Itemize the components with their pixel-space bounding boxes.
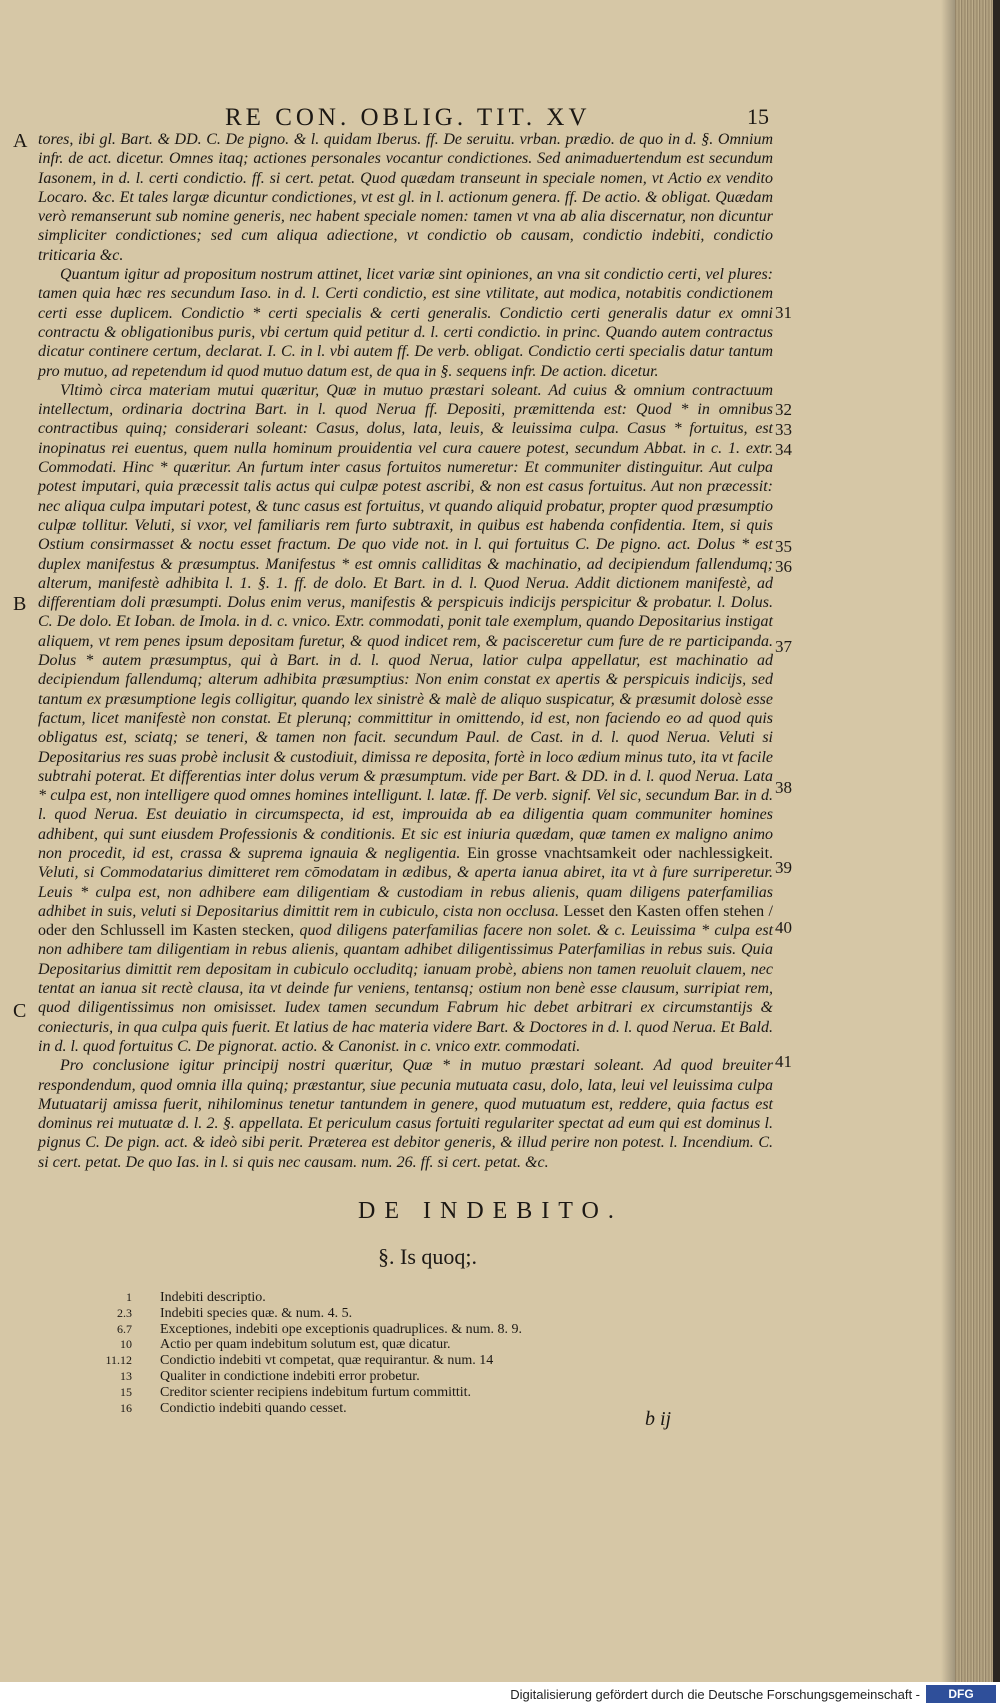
index-number: 1 <box>126 1290 132 1304</box>
german-gloss: Ein grosse vnachtsamkeit oder nachlessigkeit. <box>467 844 774 862</box>
dfg-logo: DFG <box>926 1685 996 1703</box>
index-number: 2.3 <box>117 1305 132 1320</box>
margin-number: 41 <box>775 1052 792 1071</box>
page-edge-stack <box>955 0 993 1682</box>
margin-letter-a: A <box>13 130 28 152</box>
margin-number: 33 <box>775 420 792 439</box>
index-text: Indebiti species quæ. & num. 4. 5. <box>160 1305 353 1321</box>
body-text <box>38 130 773 1172</box>
margin-letter-c: C <box>13 1000 27 1022</box>
footer-bar <box>0 1682 1000 1708</box>
index-number: 15 <box>120 1384 132 1399</box>
paragraph: Quantum igitur ad propositum nostrum attinet, licet variæ sint opiniones, an vna sit condictio certi, vel plures: tamen quia hæc res secundum Iaso. in d. l. Certi condictio, est sine vtilitate, aut modica, notabitis condictionem certi esse duplicem. Condictio * certi specialis & certi generalis. Condictio certi generalis datur ex omni contractu & obligationibus puris, vbi certum quid petitur d. l. certi condictio. in princ. Quando autem contractus dicatur continere certum, declarat. I. C. in l. vbi autem ff. De verb. obligat. Condictio certi specialis datur tantum pro mutuo, ad repetendum id quod mutuo datum est, de qua in §. sequens infr. De action. dicetur. <box>38 266 773 380</box>
index-text: Actio per quam indebitum solutum est, quæ dicatur. <box>160 1337 451 1353</box>
page-number: 15 <box>747 104 769 129</box>
paragraph <box>38 381 773 1056</box>
german-gloss: Lesset den Kasten offen stehen / oder den Schlussell im Kasten stecken, <box>38 902 773 940</box>
index-row <box>90 1385 690 1401</box>
index-row <box>90 1401 690 1417</box>
index-text: Qualiter in condictione indebiti error probetur. <box>160 1368 420 1384</box>
margin-letter-b: B <box>13 593 27 615</box>
index-row <box>90 1337 690 1353</box>
footer-credit: Digitalisierung gefördert durch die Deutsche Forschungsgemeinschaft - <box>510 1687 920 1702</box>
margin-number: 36 <box>775 557 792 576</box>
section-title: DE INDEBITO. <box>358 1198 623 1224</box>
index-row <box>90 1369 690 1385</box>
section-paragraph-heading: §. Is quoq;. <box>378 1244 477 1269</box>
index-row <box>90 1322 690 1338</box>
index-row <box>90 1290 690 1306</box>
index-number: 6.7 <box>117 1321 132 1336</box>
index-text: Exceptiones, indebiti ope exceptionis quadruplices. & num. 8. 9. <box>160 1321 522 1337</box>
margin-number: 34 <box>775 440 792 459</box>
index-row <box>90 1353 690 1369</box>
running-header: RE CON. OBLIG. TIT. XV <box>225 104 591 131</box>
spine-shadow <box>941 0 955 1682</box>
margin-number: 39 <box>775 858 792 877</box>
signature-mark: b ij <box>645 1408 672 1430</box>
paragraph-text: Vltimò circa materiam mutui quæritur, Quæ in mutuo præstari soleant. Ad cuius & omnium contractuum intellectum, ordinaria doctrina Bart. in l. quod Nerua ff. Depositi, præmittenda est: Quod * in omnibus contractibus quinq; considerari soleant: Casus, dolus, lata, leuis, & leuissima culpa. Casus * fortuitus, est inopinatus rei euentus, quem nulla hominum prouidentia vel cura cauere potest, secundum Abbat. in c. 1. extr. Commodati. Hinc * quæritur. An furtum inter casus fortuitos numeretur: Et communiter distinguitur. Aut culpa potest imputari, quia præcessit talis actus qui culpæ potest ascribi, & non est casus fortuitus. Aut non præcessit: nec aliqua culpa imputari potest, & tunc casus est fortuitus, vt quando aliquid probatur, propter quod præsumptio culpæ tollitur. Veluti, si vxor, vel familiaris rem furto subtraxit, in quibus est habenda confidentia. Item, si quis Ostium consirmasset & noctu esset fractum. De quo vide not. in l. qui fortuitus C. De pigno. act. Dolus * est duplex manifestus & præsumptus. Manifestus * est omnis calliditas & machinatio, ad decipiendum fallendumq; alterum, manifestè adhibita l. 1. §. 1. ff. de dolo. Et Bart. in d. l. Quod Nerua. Addit dictionem manifestè, ad differentiam doli præsumpti. Dolus enim verus, manifestis & perspicuis indicijs perspicitur & probatur. l. Dolus. C. De dolo. Et Ioban. de Imola. in d. c. vnico. Extr. commodati, ponit tale exemplum, quando Depositarius instigat aliquem, vt rem penes ipsum depositam furetur, & quod indicet rem, & pacisceretur cum fure de re participanda. Dolus * autem præsumptus, qui à Bart. in d. l. quod Nerua, latior culpa appellatur, est machinatio ad decipiendum fallendumq; alterum adhibita præsumptius: Non enim constat ex apertis & perspicuis indicijs, sed tantum ex præsumptione legis colligitur, quando lex sinistrè & malè de aliquo suspicatur, & præsumit dolosè esse factum, licet manifestè non constat. Et plerunq; committitur in omittendo, id est, non faciendo eo ad quod quis obligatus est, sciatq; se teneri, & tamen non facit. secundum Paul. de Cast. in d. l. quod Nerua. Veluti si Depositarius res suas probè inclusit & custodiuit, dimissa re deposita, fortè in loco ædium minus tuto, ita vt facile subtrahi poterat. Et differentias inter dolus verum & præsumptum. vide per Bart. & DD. in d. l. quod Nerua. Lata * culpa est, non intelligere quod omnes homines intelligunt. l. latæ. ff. De verb. signif. Vel sic, secundum Bar. in d. l. quod Nerua. Est deuiatio in circumspecta, id est, improuida ab ea diligentia quam communiter homines adhibent, qui sunt eiusdem Professionis & conditionis. Et sic est iniuria quædam, quæ tamen ex maligno animo non procedit, id est, crassa & suprema ignauia & negligentia. <box>38 381 773 862</box>
summary-index <box>90 1290 690 1416</box>
index-text: Indebiti descriptio. <box>160 1290 266 1305</box>
margin-number: 35 <box>775 537 792 556</box>
margin-number: 40 <box>775 918 792 937</box>
index-number: 10 <box>120 1337 132 1352</box>
index-text: Creditor scienter recipiens indebitum furtum committit. <box>160 1384 472 1400</box>
index-row <box>90 1306 690 1322</box>
index-text: Condictio indebiti vt competat, quæ requirantur. & num. 14 <box>160 1353 494 1369</box>
paragraph: tores, ibi gl. Bart. & DD. C. De pigno. & l. quidam Iberus. ff. De seruitu. vrban. prædio. de quo in d. §. Omnium infr. de act. dicetur. Omnes itaq; actiones personales vocantur condictiones. Sed animaduertendum est secundum Iasonem, in d. l. certi condictio. ff. si cert. petat. Quod quædam transeunt in speciale nomen, vt Actio ex vendito Locaro. &c. Et tales largæ dicuntur condictiones, vt est gl. in l. actionum genera. ff. De actio. & obligat. Quædam verò remanserunt sub nomine generis, nec habent speciale nomen: tamen vt vna ab alia discernatur, non dicuntur simpliciter condictiones; sed cum aliqua adiectione, vt condictio ob causam, condictio indebiti, condictio triticaria &c. <box>38 131 773 264</box>
paragraph-text: quod diligens paterfamilias facere non solet. & c. Leuissima * culpa est non adhibere tam diligentiam in rebus alienis, quantam adhibet diligentissimus Paterfamilias in rebus suis. Quia Depositarius dimittit rem depositam in cubiculo occluditq; ianuam probè, abiens non tamen reuoluit clauem, nec tentat an ianua sit rectè clausa, ita vt deinde fur veniens, tentansq; ostium non benè esse clausum, surripiat rem, quod diligentissimus non omisisset. Iudex tamen secundum Fabrum hic debet arbitrari ex circumstantijs & coniecturis, in qua culpa quis fuerit. Et latius de hac materia videre Bart. & Doctores in d. l. quod Nerua. Et Bald. in d. l. quod fortuitus C. De pignorat. actio. & Canonist. in c. vnico extr. commodati. <box>38 922 774 1055</box>
index-text: Condictio indebiti quando cesset. <box>160 1400 347 1416</box>
index-number: 11.12 <box>105 1353 132 1368</box>
index-number: 16 <box>120 1400 132 1415</box>
margin-number: 38 <box>775 778 792 797</box>
margin-number: 31 <box>775 303 792 322</box>
index-number: 13 <box>120 1368 132 1383</box>
paragraph: Pro conclusione igitur principij nostri quæritur, Quæ * in mutuo præstari soleant. Ad quod breuiter respondendum, quod omnia illa quinq; præstantur, siue pecunia mutuata casu, dolo, lata, leui vel leuissima culpa Mutuatarij amissa fuerit, nihilominus tenetur tantundem in genere, quod mutuatum est, reddere, quia factus est dominus rei mutuatæ d. l. 2. §. appellata. Et periculum casus fortuiti regulariter spectat ad eum qui est dominus l. pignus C. De pign. act. & ideò sibi perit. Præterea est debitor generis, & illud perire non potest. l. Incendium. C. si cert. petat. De quo Ias. in l. si quis nec causam. num. 26. ff. si cert. petat. &c. <box>38 1057 773 1171</box>
margin-number: 32 <box>775 400 792 419</box>
margin-number: 37 <box>775 637 792 656</box>
paragraph-text: Veluti, si Commodatarius dimitteret rem cōmodatam in ædibus, & aperta ianua abiret, ita vt à fure surriperetur. Leuis * culpa est, non adhibere eam diligentiam & custodiam in rebus alienis, quam diligens paterfamilias adhibet in suis, veluti si Depositarius dimittit rem in cubiculo, cista non occlusa. <box>38 864 773 920</box>
